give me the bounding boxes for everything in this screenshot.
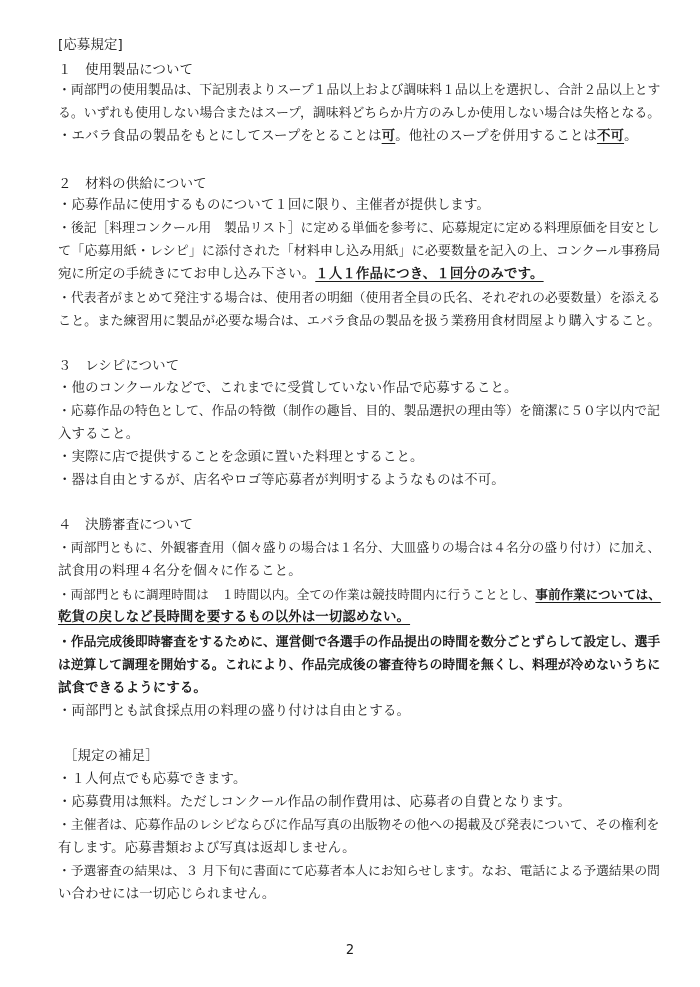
section-4-line-2: 試食用の料理４名分を個々に作ること。 (58, 564, 302, 579)
section-4-line-1: ・両部門ともに、外観審査用（個々盛りの場合は１名分、大皿盛りの場合は４名分の盛り付け）に加え、 (58, 541, 661, 556)
section-2-line-3: て「応募用紙・レシピ」に添付された「材料申し込み用紙」に必要数量を記入の上、コンクール事務局 (58, 244, 661, 259)
section-3-line-2: ・応募作品の特色として、作品の特徴（制作の趣旨、目的、製品選択の理由等）を簡潔に５０字以内で記 (58, 404, 660, 419)
emphasis-allowed: 可 (381, 129, 396, 144)
page-number: 2 (345, 943, 355, 958)
section-2-line-4 (58, 266, 544, 283)
section-4-line-6: は逆算して調理を開始する。これにより、作品完成後の審査待ちの時間を無くし、料理が冷めないうちに (58, 658, 661, 673)
emphasis-not-allowed: 不可 (596, 129, 625, 144)
supplement-line-5: ・予選審査の結果は、３ 月下旬に書面にて応募者本人にお知らせします。なお、電話による予選結果の問 (58, 864, 660, 879)
emphasis-prep-work: 事前作業については、 (535, 587, 661, 602)
section-4-line-5: ・作品完成後即時審査をするために、運営側で各選手の作品提出の時間を数分ごとずらして設定し、選手 (58, 635, 661, 650)
section-1-line-3 (58, 128, 638, 145)
section-2-line-1: ・応募作品に使用するものについて１回に限り、主催者が提供します。 (58, 198, 490, 213)
section-4-line-4: 乾貨の戻しなど長時間を要するもの以外は一切認めない。 (58, 610, 411, 625)
emphasis-one-per-entry: １人１作品につき、１回分のみです。 (315, 267, 544, 282)
section-2-line-2: ・後記［料理コンクール用 製品リスト］に定める単価を参考に、応募規定に定める料理原価を目安とし (58, 221, 660, 236)
section-1-heading: １ 使用製品について (58, 63, 194, 78)
text-span: 。 (624, 129, 638, 144)
section-3-line-3: 入すること。 (58, 427, 140, 442)
section-1-line-2: る。いずれも使用しない場合またはスープ，調味料どちらか片方のみしか使用しない場合は失格となる。 (58, 106, 661, 121)
section-1-line-1: ・両部門の使用製品は、下記別表よりスープ１品以上および調味料１品以上を選択し、合計２品以上とす (58, 83, 661, 98)
text-span: 宛に所定の手続きにてお申し込み下さい。 (58, 267, 316, 282)
section-2-line-5: ・代表者がまとめて発注する場合は、使用者の明細（使用者全員の氏名、それぞれの必要数量）を添える (58, 291, 661, 306)
supplement-line-4: 有します。応募書類および写真は返却しません。 (58, 841, 356, 856)
page-title: [応募規定] (58, 38, 123, 53)
section-4-line-7: 試食できるようにする。 (58, 681, 207, 696)
text-span: ・両部門ともに調理時間は １時間以内。全ての作業は競技時間内に行うこととし、 (58, 587, 536, 602)
supplement-line-3: ・主催者は、応募作品のレシピならびに作品写真の出版物その他への掲載及び発表について、その権利を (58, 818, 660, 833)
section-2-line-6: こと。また練習用に製品が必要な場合は、エバラ食品の製品を扱う業務用食材問屋より購入すること。 (58, 314, 661, 329)
section-3-line-5: ・器は自由とするが、店名やロゴ等応募者が判明するようなものは不可。 (58, 473, 505, 488)
supplement-heading: ［規定の補足］ (64, 749, 159, 764)
section-2-heading: ２ 材料の供給について (58, 177, 207, 192)
section-4-line-8: ・両部門とも試食採点用の料理の盛り付けは自由とする。 (58, 704, 411, 719)
text-span: ・エバラ食品の製品をもとにしてスープをとることは (58, 129, 382, 144)
section-4-heading: ４ 決勝審査について (58, 518, 194, 533)
section-3-heading: ３ レシピについて (58, 359, 180, 374)
section-4-line-3 (58, 586, 661, 603)
supplement-line-6: い合わせには一切応じられません。 (58, 887, 276, 902)
supplement-line-1: ・１人何点でも応募できます。 (58, 772, 247, 787)
section-3-line-1: ・他のコンクールなどで、これまでに受賞していない作品で応募すること。 (58, 381, 518, 396)
section-3-line-4: ・実際に店で提供することを念頭に置いた料理とすること。 (58, 450, 424, 465)
supplement-line-2: ・応募費用は無料。ただしコンクール作品の制作費用は、応募者の自費となります。 (58, 795, 571, 810)
text-span: 。他社のスープを併用することは (395, 129, 597, 144)
